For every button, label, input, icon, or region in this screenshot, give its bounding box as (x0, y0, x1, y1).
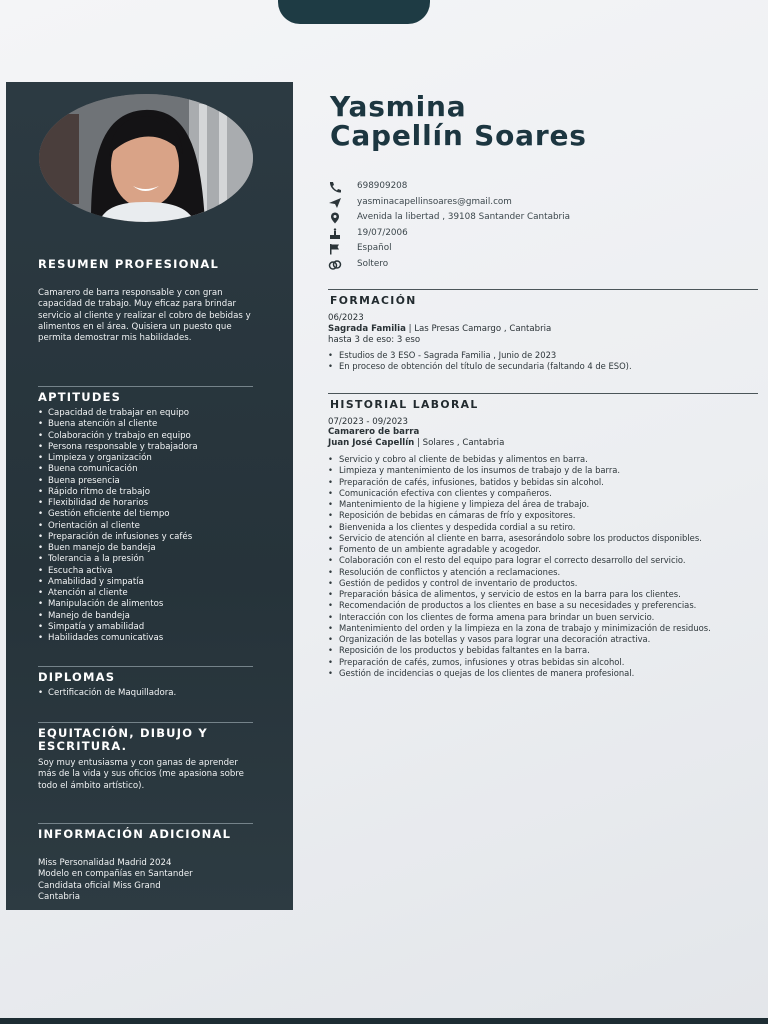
summary-title: RESUMEN PROFESIONAL (38, 257, 220, 271)
phone-text[interactable]: 698909208 (357, 181, 408, 191)
work-task-item: • Organización de las botellas y vasos para lograr una decoración atractiva. (328, 634, 752, 645)
diplomas-title: DIPLOMAS (38, 670, 116, 684)
skill-item: • Manejo de bandeja (38, 611, 268, 622)
work-task-item: • Servicio de atención al cliente en barra, asesorándolo sobre los productos disponibles. (328, 533, 752, 544)
contact-nationality (328, 242, 728, 258)
sidebar (6, 82, 293, 910)
work-tasks-list (328, 454, 752, 679)
skills-list (38, 408, 268, 644)
skill-item: • Flexibilidad de horarios (38, 498, 268, 509)
school-name: Sagrada Familia (328, 324, 406, 334)
work-task-item: • Gestión de incidencias o quejas de los clientes de manera profesional. (328, 668, 752, 679)
skill-item: • Amabilidad y simpatía (38, 577, 268, 588)
work-task-item: • Resolución de conflictos y atención a reclamaciones. (328, 567, 752, 578)
hobbies-text: Soy muy entusiasma y con ganas de aprender más de la vida y sus oficios (me apasiona sobre todo el ámbito artístico). (38, 758, 244, 791)
candidate-name (330, 92, 587, 150)
extra-info-line: Cantabria (38, 891, 80, 902)
divider (328, 393, 758, 394)
summary-text: Camarero de barra responsable y con gran capacidad de trabajo. Muy eficaz para brindar servicio al cliente y realizar el cobro de bebidas y alimentos en el área. Quisiera un puesto que permita demostrar mis habilidades. (38, 288, 251, 344)
work-task-item: • Limpieza y mantenimiento de los insumos de trabajo y de la barra. (328, 465, 752, 476)
skill-item: • Manipulación de alimentos (38, 599, 268, 610)
hobbies-title: EQUITACIÓN, DIBUJO Y ESCRITURA. (38, 726, 208, 753)
contact-address (328, 211, 728, 227)
education-school-line (328, 324, 551, 335)
skill-item: • Buena comunicación (38, 464, 268, 475)
skill-item: • Escucha activa (38, 566, 268, 577)
skill-item: • Simpatía y amabilidad (38, 622, 268, 633)
nationality-text: Español (357, 243, 392, 254)
divider (38, 823, 253, 824)
clipboard-clip (278, 0, 430, 24)
location-pin-icon (328, 212, 342, 224)
divider (38, 666, 253, 667)
education-item: • En proceso de obtención del título de secundaria (faltando 4 de ESO). (328, 361, 752, 372)
contact-info (328, 180, 728, 274)
marital-status-text: Soltero (357, 258, 389, 269)
contact-email (328, 196, 728, 212)
divider (328, 289, 758, 290)
diplomas-list (38, 688, 268, 699)
skill-item: • Habilidades comunicativas (38, 633, 268, 644)
skill-item: • Buen manejo de bandeja (38, 543, 268, 554)
school-location: | Las Presas Camargo , Cantabria (405, 324, 552, 334)
contact-birthdate (328, 227, 728, 243)
portrait-image (39, 94, 253, 222)
skills-title: APTITUDES (38, 390, 122, 404)
page-bottom-edge (0, 1018, 768, 1024)
diploma-item: • Certificación de Maquilladora. (38, 688, 268, 699)
address-text: Avenida la libertad , 39108 Santander Cantabria (357, 212, 570, 223)
work-task-item: • Servicio y cobro al cliente de bebidas y alimentos en barra. (328, 454, 752, 465)
skill-item: • Buena atención al cliente (38, 419, 268, 430)
extra-info-line: Miss Personalidad Madrid 2024 (38, 858, 172, 868)
divider (38, 722, 253, 723)
education-detail: hasta 3 de eso: 3 eso (328, 335, 421, 345)
flag-icon (328, 243, 342, 255)
education-title: FORMACIÓN (330, 294, 417, 307)
contact-phone (328, 180, 728, 196)
work-task-item: • Comunicación efectiva con clientes y compañeros. (328, 488, 752, 499)
extra-info-line: Candidata oficial Miss Grand (38, 880, 161, 891)
work-task-item: • Recomendación de productos a los clientes en base a su necesidades y preferencias. (328, 600, 752, 611)
work-task-item: • Bienvenida a los clientes y despedida cordial a su retiro. (328, 522, 752, 533)
work-task-item: • Fomento de un ambiente agradable y acogedor. (328, 544, 752, 555)
phone-icon (328, 181, 342, 193)
work-task-item: • Gestión de pedidos y control de inventario de productos. (328, 578, 752, 589)
work-task-item: • Mantenimiento de la higiene y limpieza del área de trabajo. (328, 499, 752, 510)
work-position: Camarero de barra (328, 427, 420, 437)
rings-icon (328, 259, 342, 271)
work-task-item: • Reposición de bebidas en cámaras de frío y expositores. (328, 510, 752, 521)
send-icon (328, 197, 342, 209)
work-task-item: • Reposición de los productos y bebidas faltantes en la barra. (328, 645, 752, 656)
skill-item: • Atención al cliente (38, 588, 268, 599)
skill-item: • Buena presencia (38, 476, 268, 487)
work-title: HISTORIAL LABORAL (330, 398, 479, 411)
employer-name: Juan José Capellín (328, 438, 415, 448)
skill-item: • Preparación de infusiones y cafés (38, 532, 268, 543)
birthdate-text: 19/07/2006 (357, 227, 408, 238)
work-date: 07/2023 - 09/2023 (328, 417, 408, 427)
skill-item: • Gestión eficiente del tiempo (38, 509, 268, 520)
work-task-item: • Preparación de cafés, infusiones, batidos y bebidas sin alcohol. (328, 477, 752, 488)
work-employer-line (328, 438, 504, 449)
skill-item: • Orientación al cliente (38, 521, 268, 532)
skill-item: • Rápido ritmo de trabajo (38, 487, 268, 498)
work-task-item: • Colaboración con el resto del equipo para lograr el correcto desarrollo del servicio. (328, 555, 752, 566)
extra-info-line: Modelo en compañías en Santander (38, 869, 193, 880)
extra-info (38, 858, 256, 903)
skill-item: • Persona responsable y trabajadora (38, 442, 268, 453)
education-date: 06/2023 (328, 313, 364, 323)
divider (38, 386, 253, 387)
contact-marital-status (328, 258, 728, 274)
extra-title: INFORMACIÓN ADICIONAL (38, 827, 232, 841)
first-name: Yasmina (330, 90, 467, 123)
work-task-item: • Preparación de cafés, zumos, infusiones y otras bebidas sin alcohol. (328, 657, 752, 668)
education-list (328, 350, 752, 373)
work-task-item: • Preparación básica de alimentos, y servicio de estos en la barra para los clientes. (328, 589, 752, 600)
email-text[interactable]: yasminacapellinsoares@gmail.com (357, 196, 512, 207)
skill-item: • Colaboración y trabajo en equipo (38, 431, 268, 442)
birthdate-icon (328, 228, 342, 240)
profile-photo (39, 94, 253, 222)
skill-item: • Tolerancia a la presión (38, 554, 268, 565)
education-item: • Estudios de 3 ESO - Sagrada Familia , Junio de 2023 (328, 350, 752, 361)
last-name: Capellín Soares (330, 119, 587, 152)
employer-location: | Solares , Cantabria (414, 438, 505, 448)
work-task-item: • Interacción con los clientes de forma amena para brindar un buen servicio. (328, 612, 752, 623)
skill-item: • Capacidad de trabajar en equipo (38, 408, 268, 419)
skill-item: • Limpieza y organización (38, 453, 268, 464)
work-task-item: • Mantenimiento del orden y la limpieza en la zona de trabajo y minimización de residuos. (328, 623, 752, 634)
